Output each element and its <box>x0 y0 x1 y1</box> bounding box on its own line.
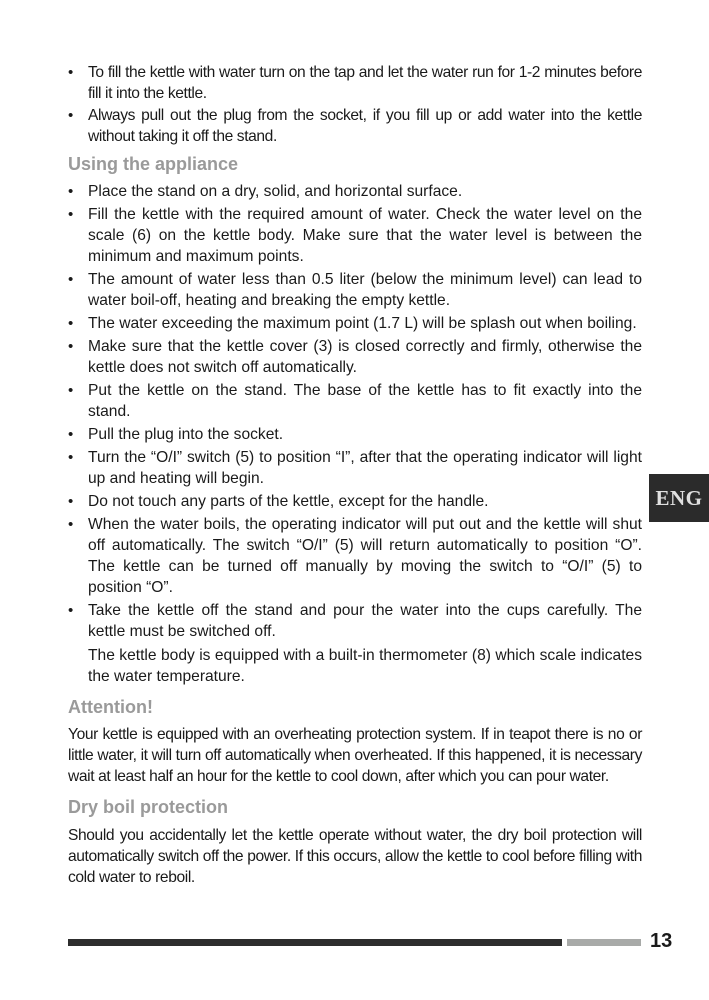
thermometer-note: The kettle body is equipped with a built-in thermometer (8) which scale indicates the water temperature. <box>88 647 642 685</box>
footer-bar-light <box>567 939 641 946</box>
page-number: 13 <box>650 930 673 952</box>
dry-boil-paragraph: Should you accidentally let the kettle operate without water, the dry boil protection will automatically switch off the power. If this occurs, allow the kettle to cool before filling with cold water to reboil. <box>68 827 642 886</box>
list-item: • Take the kettle off the stand and pour the water into the cups carefully. The kettle must be switched off. <box>68 600 642 642</box>
list-item: • Pull the plug into the socket. <box>68 424 642 445</box>
list-item: • Make sure that the kettle cover (3) is closed correctly and firmly, otherwise the kettle does not switch off automatically. <box>68 336 642 378</box>
list-item: • Put the kettle on the stand. The base of the kettle has to fit exactly into the stand. <box>68 380 642 422</box>
page-content <box>68 62 642 888</box>
language-tab: ENG <box>649 474 709 522</box>
attention-paragraph: Your kettle is equipped with an overheating protection system. If in teapot there is no or little water, it will turn off automatically when overheated. If this happened, it is necessary wait at least half an hour for the kettle to cool down, after which you can pour water. <box>68 726 642 785</box>
intro-bullet-list <box>68 62 642 147</box>
list-item: • To fill the kettle with water turn on the tap and let the water run for 1-2 minutes before fill it into the kettle. <box>68 62 642 104</box>
footer-bar-dark <box>68 939 562 946</box>
list-item: • The amount of water less than 0.5 liter (below the minimum level) can lead to water boil-off, heating and breaking the empty kettle. <box>68 269 642 311</box>
list-item: • Do not touch any parts of the kettle, except for the handle. <box>68 491 642 512</box>
list-item: • Place the stand on a dry, solid, and horizontal surface. <box>68 181 642 202</box>
list-item: • The water exceeding the maximum point (1.7 L) will be splash out when boiling. <box>68 313 642 334</box>
section-heading-dry-boil: Dry boil protection <box>68 797 229 817</box>
list-item: • Fill the kettle with the required amount of water. Check the water level on the scale (6) on the kettle body. Make sure that the water level is between the minimum and maximum points. <box>68 204 642 267</box>
list-item: • Turn the “O/I” switch (5) to position “I”, after that the operating indicator will light up and heating will begin. <box>68 447 642 489</box>
usage-bullet-list <box>68 181 642 642</box>
list-item: • When the water boils, the operating indicator will put out and the kettle will shut off automatically. The switch “O/I” (5) will return automatically to position “O”. The kettle can be turned off manually by moving the switch to “O/I” (5) to position “O”. <box>68 514 642 598</box>
list-item: • Always pull out the plug from the socket, if you fill up or add water into the kettle without taking it off the stand. <box>68 105 642 147</box>
section-heading-using-appliance: Using the appliance <box>68 154 239 174</box>
section-heading-attention: Attention! <box>68 697 153 717</box>
